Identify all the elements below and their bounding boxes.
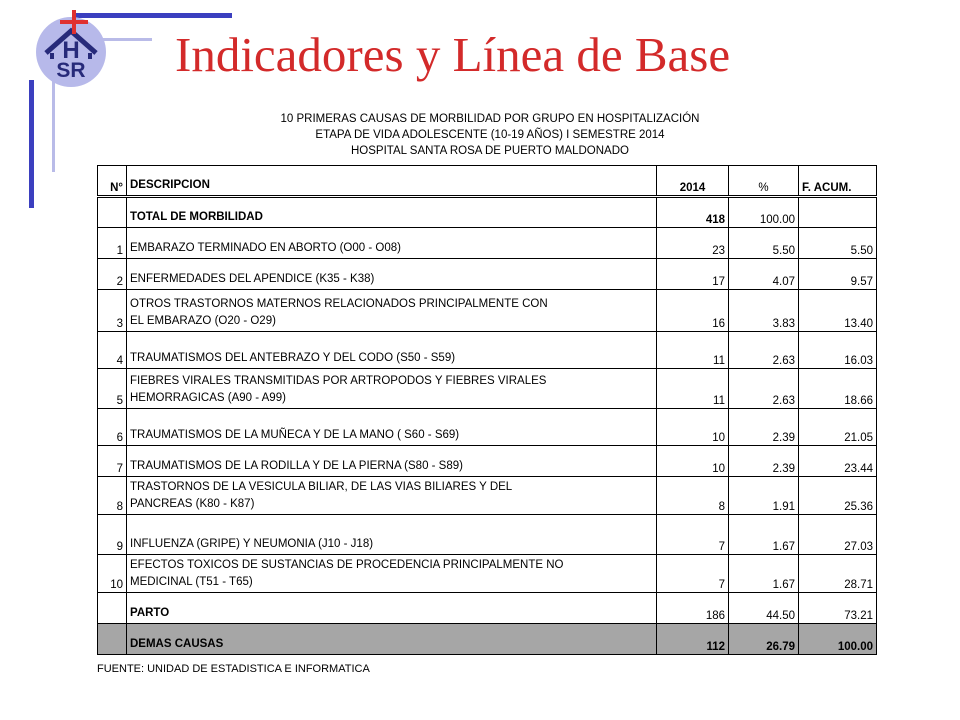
- header-descripcion: DESCRIPCION: [127, 166, 657, 197]
- row-acum: 16.03: [799, 332, 877, 369]
- row-n: 7: [98, 446, 127, 477]
- total-year: 418: [657, 197, 729, 228]
- row-year: 17: [657, 259, 729, 290]
- row-desc-line1: ENFERMEDADES DEL APENDICE (K35 - K38): [130, 273, 375, 285]
- header-acum: F. ACUM.: [799, 166, 877, 197]
- row-year: 8: [657, 477, 729, 515]
- header-n: N°: [98, 166, 127, 197]
- parto-percent: 44.50: [729, 593, 799, 624]
- total-n: [98, 197, 127, 228]
- row-descripcion: [127, 477, 657, 515]
- table-row: [98, 555, 877, 593]
- row-desc-line1: FIEBRES VIRALES TRANSMITIDAS POR ARTROPODOS Y FIEBRES VIRALES: [130, 375, 547, 387]
- row-descripcion: [127, 515, 657, 555]
- row-acum: 28.71: [799, 555, 877, 593]
- table-row: [98, 515, 877, 555]
- row-descripcion: [127, 332, 657, 369]
- logo-letters-top: H: [62, 37, 80, 64]
- row-desc-line1: EFECTOS TOXICOS DE SUSTANCIAS DE PROCEDENCIA PRINCIPALMENTE NO: [130, 559, 564, 571]
- total-acum: [799, 197, 877, 228]
- row-desc-line2: EL EMBARAZO (O20 - O29): [130, 315, 276, 327]
- row-percent: 3.83: [729, 290, 799, 332]
- row-n: 3: [98, 290, 127, 332]
- demas-year: 112: [657, 624, 729, 655]
- row-year: 10: [657, 446, 729, 477]
- row-descripcion: [127, 446, 657, 477]
- row-descripcion: [127, 555, 657, 593]
- row-descripcion: [127, 369, 657, 409]
- row-percent: 4.07: [729, 259, 799, 290]
- table-row: [98, 332, 877, 369]
- row-percent: 2.63: [729, 332, 799, 369]
- parto-acum: 73.21: [799, 593, 877, 624]
- row-year: 7: [657, 515, 729, 555]
- row-year: 11: [657, 369, 729, 409]
- row-year: 11: [657, 332, 729, 369]
- total-percent: 100.00: [729, 197, 799, 228]
- total-row: [98, 197, 877, 228]
- table-heading-line-1: 10 PRIMERAS CAUSAS DE MORBILIDAD POR GRUPO EN HOSPITALIZACIÓN: [280, 113, 700, 125]
- row-desc-line2: PANCREAS (K80 - K87): [130, 498, 255, 510]
- table-heading-line-2: ETAPA DE VIDA ADOLESCENTE (10-19 AÑOS) I SEMESTRE 2014: [315, 129, 665, 141]
- row-descripcion: [127, 409, 657, 446]
- header-percent: %: [729, 166, 799, 197]
- hospital-logo: [36, 17, 106, 87]
- row-percent: 2.63: [729, 369, 799, 409]
- table-row: [98, 446, 877, 477]
- parto-n: [98, 593, 127, 624]
- row-n: 1: [98, 228, 127, 259]
- frame-line-left: [29, 80, 34, 208]
- row-percent: 5.50: [729, 228, 799, 259]
- table-row: [98, 290, 877, 332]
- logo-letters-bottom: SR: [56, 59, 86, 82]
- demas-descripcion: DEMAS CAUSAS: [127, 624, 657, 655]
- row-desc-line1: TRASTORNOS DE LA VESICULA BILIAR, DE LAS VIAS BILIARES Y DEL: [130, 481, 513, 493]
- parto-descripcion: PARTO: [127, 593, 657, 624]
- row-percent: 1.67: [729, 515, 799, 555]
- row-desc-line2: MEDICINAL (T51 - T65): [130, 576, 253, 588]
- row-year: 7: [657, 555, 729, 593]
- row-desc-line2: HEMORRAGICAS (A90 - A99): [130, 392, 286, 404]
- morbidity-table: [97, 165, 877, 655]
- row-acum: 9.57: [799, 259, 877, 290]
- demas-percent: 26.79: [729, 624, 799, 655]
- header-year: 2014: [657, 166, 729, 197]
- row-desc-line1: TRAUMATISMOS DEL ANTEBRAZO Y DEL CODO (S50 - S59): [130, 352, 456, 364]
- row-descripcion: [127, 228, 657, 259]
- table-heading-line-3: HOSPITAL SANTA ROSA DE PUERTO MALDONADO: [351, 145, 629, 157]
- row-percent: 2.39: [729, 446, 799, 477]
- row-n: 5: [98, 369, 127, 409]
- total-descripcion: TOTAL DE MORBILIDAD: [127, 197, 657, 228]
- row-n: 4: [98, 332, 127, 369]
- row-year: 16: [657, 290, 729, 332]
- row-desc-line1: TRAUMATISMOS DE LA MUÑECA Y DE LA MANO ( S60 - S69): [130, 429, 460, 441]
- table-header-row: [98, 166, 877, 197]
- row-percent: 1.91: [729, 477, 799, 515]
- row-n: 8: [98, 477, 127, 515]
- table-row: [98, 477, 877, 515]
- demas-row: [98, 624, 877, 655]
- row-desc-line1: INFLUENZA (GRIPE) Y NEUMONIA (J10 - J18): [130, 538, 374, 550]
- row-year: 23: [657, 228, 729, 259]
- row-year: 10: [657, 409, 729, 446]
- row-descripcion: [127, 259, 657, 290]
- row-n: 6: [98, 409, 127, 446]
- row-acum: 27.03: [799, 515, 877, 555]
- demas-n: [98, 624, 127, 655]
- row-n: 10: [98, 555, 127, 593]
- row-acum: 21.05: [799, 409, 877, 446]
- row-acum: 25.36: [799, 477, 877, 515]
- row-acum: 5.50: [799, 228, 877, 259]
- row-acum: 23.44: [799, 446, 877, 477]
- table-row: [98, 369, 877, 409]
- row-descripcion: [127, 290, 657, 332]
- row-percent: 1.67: [729, 555, 799, 593]
- table-row: [98, 228, 877, 259]
- parto-row: [98, 593, 877, 624]
- demas-acum: 100.00: [799, 624, 877, 655]
- row-percent: 2.39: [729, 409, 799, 446]
- slide-title: Indicadores y Línea de Base: [175, 27, 731, 82]
- row-n: 9: [98, 515, 127, 555]
- row-desc-line1: TRAUMATISMOS DE LA RODILLA Y DE LA PIERNA (S80 - S89): [130, 460, 463, 472]
- row-desc-line1: OTROS TRASTORNOS MATERNOS RELACIONADOS PRINCIPALMENTE CON: [130, 298, 548, 310]
- table-row: [98, 409, 877, 446]
- row-n: 2: [98, 259, 127, 290]
- cross-icon-vertical: [72, 10, 76, 34]
- table-row: [98, 259, 877, 290]
- parto-year: 186: [657, 593, 729, 624]
- row-desc-line1: EMBARAZO TERMINADO EN ABORTO (O00 - O08): [130, 242, 401, 254]
- source-note: FUENTE: UNIDAD DE ESTADISTICA E INFORMATICA: [97, 663, 370, 675]
- row-acum: 18.66: [799, 369, 877, 409]
- row-acum: 13.40: [799, 290, 877, 332]
